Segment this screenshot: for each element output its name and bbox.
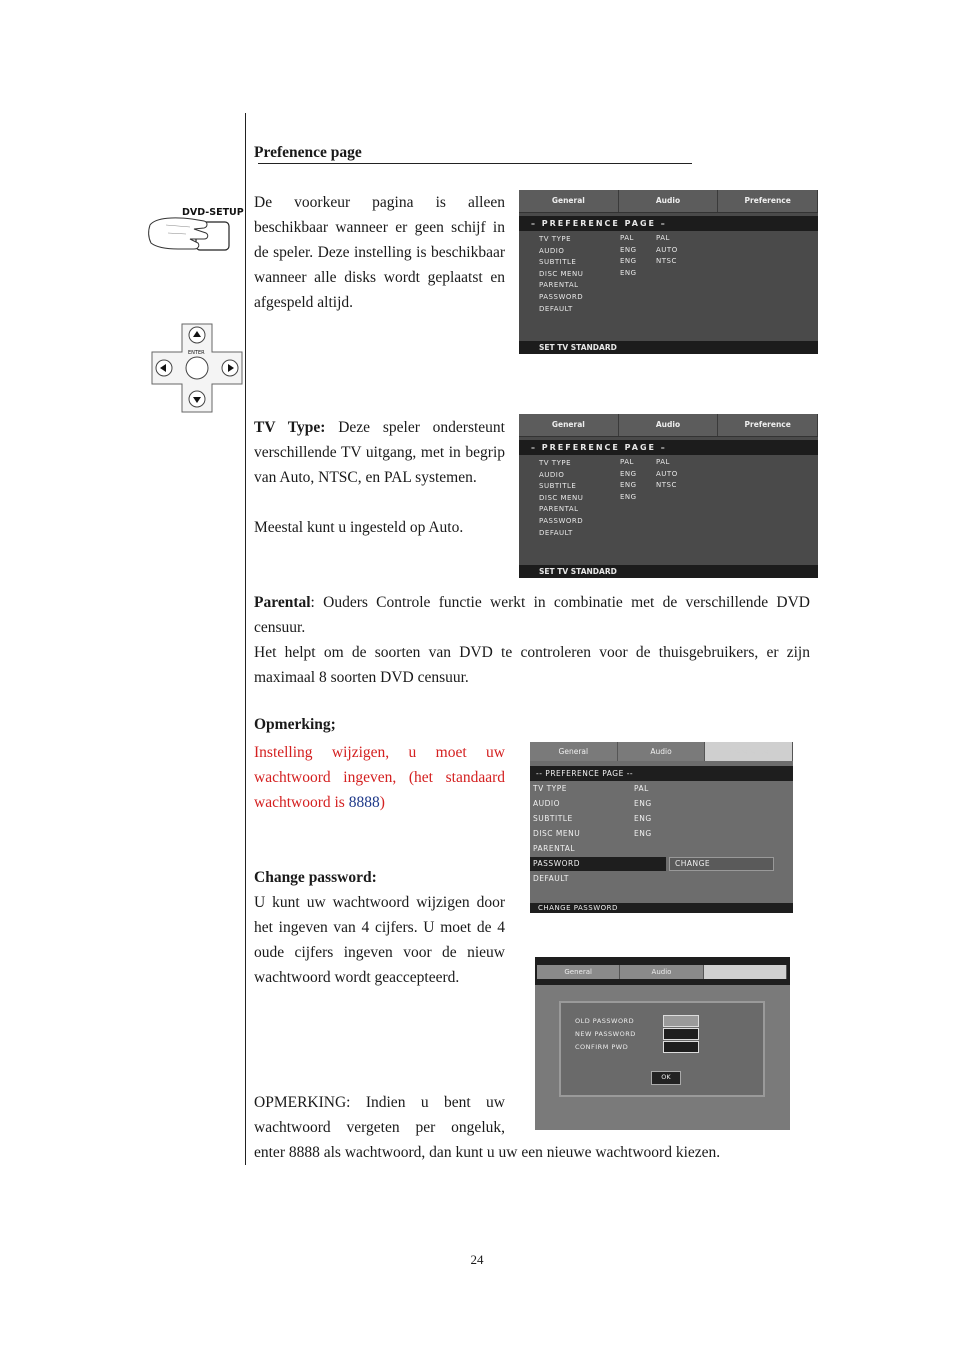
menu-item: PASSWORD bbox=[539, 293, 584, 301]
menu-value: ENG bbox=[620, 481, 637, 490]
new-password-label: NEW PASSWORD bbox=[575, 1030, 636, 1038]
change-password-paragraph: U kunt uw wachtwoord wijzigen door het ingeven van 4 cijfers. U moet de 4 oude cijfers ingeven voor de nieuw wachtwoord wordt geaccepteerd. bbox=[254, 894, 505, 986]
menu-item: TV TYPE bbox=[539, 235, 571, 243]
parental-paragraph bbox=[254, 590, 810, 640]
menu-value: PAL bbox=[634, 784, 649, 793]
final-note-line-2: wachtwoord vergeten per ongeluk, bbox=[254, 1119, 505, 1136]
menu-item: PASSWORD bbox=[539, 517, 584, 525]
menu-item: AUDIO bbox=[539, 470, 565, 479]
tab-audio: Audio bbox=[619, 414, 719, 436]
tab-audio: Audio bbox=[620, 965, 703, 979]
menu-item: AUDIO bbox=[533, 799, 561, 808]
menu-header-bar: -- PREFERENCE PAGE -- bbox=[530, 766, 793, 781]
new-password-field bbox=[663, 1028, 699, 1040]
menu-option: NTSC bbox=[656, 481, 677, 490]
tab-preference: Preference bbox=[718, 414, 818, 436]
tab-audio: Audio bbox=[618, 742, 706, 761]
menu-option: PAL bbox=[656, 234, 670, 242]
tab-preference: Preference bbox=[718, 190, 818, 212]
tab-audio: Audio bbox=[619, 190, 719, 212]
menu-item: DEFAULT bbox=[539, 528, 573, 537]
menu-item: SUBTITLE bbox=[539, 258, 577, 267]
page-number: 24 bbox=[470, 1252, 484, 1267]
menu-item: DISC MENU bbox=[539, 493, 584, 502]
tab-preference: Preference bbox=[705, 742, 793, 761]
ok-button: OK bbox=[651, 1071, 681, 1085]
password-dialog-screenshot bbox=[535, 957, 790, 1130]
tvtype-label: TV Type: bbox=[254, 419, 326, 436]
menu-header-bar: – PREFERENCE PAGE – bbox=[519, 216, 818, 231]
tab-general: General bbox=[530, 742, 618, 761]
intro-paragraph: De voorkeur pagina is alleen beschikbaar wanneer er geen schijf in de speler. Deze instelling is beschikbaar wanneer alle disks wordt geplaatst en afgespeld altijd. bbox=[254, 194, 505, 311]
change-password-heading: Change password: bbox=[254, 869, 377, 886]
menu-header-bar: – PREFERENCE PAGE – bbox=[519, 440, 818, 455]
tab-general: General bbox=[519, 190, 619, 212]
menu-value: ENG bbox=[634, 814, 652, 823]
menu-footer: CHANGE PASSWORD bbox=[530, 903, 793, 913]
parental-label: Parental bbox=[254, 594, 311, 611]
menu-value: ENG bbox=[634, 829, 652, 838]
note-heading: Opmerking; bbox=[254, 716, 336, 733]
menu-item: TV TYPE bbox=[539, 459, 571, 467]
menu-value: ENG bbox=[620, 268, 637, 277]
title-underline bbox=[258, 163, 692, 164]
menu-item: DEFAULT bbox=[539, 304, 573, 313]
margin-rule bbox=[245, 113, 246, 1165]
menu-value: PAL bbox=[620, 458, 634, 466]
menu-item: PARENTAL bbox=[539, 281, 579, 290]
final-note-line-3: enter 8888 als wachtwoord, dan kunt u uw een nieuwe wachtwoord kiezen. bbox=[254, 1144, 721, 1161]
confirm-password-field bbox=[663, 1041, 699, 1053]
menu-value: ENG bbox=[620, 492, 637, 501]
menu-value: ENG bbox=[620, 245, 637, 254]
menu-footer: SET TV STANDARD bbox=[519, 341, 818, 354]
directional-pad-icon bbox=[148, 322, 246, 414]
menu-item: TV TYPE bbox=[533, 784, 568, 793]
old-password-field bbox=[663, 1015, 699, 1027]
final-note-line-1: OPMERKING: Indien u bent uw bbox=[254, 1094, 505, 1111]
menu-option: PAL bbox=[656, 458, 670, 466]
dvd-setup-button-icon bbox=[146, 203, 244, 259]
menu-value: PAL bbox=[620, 234, 634, 242]
menu-option: NTSC bbox=[656, 257, 677, 266]
preference-menu-screenshot-2 bbox=[519, 414, 818, 578]
tvtype-text: Deze speler ondersteunt verschillende TV uitgang, met in begrip van Auto, NTSC, en PAL systemen. bbox=[254, 419, 505, 486]
parental-text: : Ouders Controle functie werkt in combinatie met de verschillende DVD censuur. bbox=[254, 594, 810, 636]
menu-item: DISC MENU bbox=[539, 269, 584, 278]
menu-value: ENG bbox=[634, 799, 652, 808]
parental-paragraph-2: Het helpt om de soorten van DVD te controleren voor de thuisgebruikers, er zijn maximaal 8 soorten DVD censuur. bbox=[254, 644, 810, 686]
enter-label: ENTER bbox=[188, 350, 205, 356]
tab-preference: Preference bbox=[704, 965, 787, 979]
menu-item: DEFAULT bbox=[533, 874, 569, 883]
dvd-setup-label: DVD-SETUP bbox=[182, 207, 244, 218]
menu-value: ENG bbox=[620, 257, 637, 266]
change-label: CHANGE bbox=[675, 859, 711, 868]
menu-item: PARENTAL bbox=[539, 505, 579, 514]
tvtype-paragraph bbox=[254, 415, 505, 490]
menu-item: DISC MENU bbox=[533, 829, 581, 838]
old-password-label: OLD PASSWORD bbox=[575, 1017, 635, 1025]
tab-general: General bbox=[537, 965, 620, 979]
note-paragraph bbox=[254, 740, 505, 815]
menu-footer: SET TV STANDARD bbox=[519, 565, 818, 578]
menu-item: AUDIO bbox=[539, 246, 565, 255]
menu-option: AUTO bbox=[656, 245, 678, 254]
menu-value: ENG bbox=[620, 469, 637, 478]
preference-menu-screenshot-1 bbox=[519, 190, 818, 354]
note-text: Instelling wijzigen, u moet uw wachtwoord ingeven, (het standaard wachtwoord is bbox=[254, 744, 505, 811]
note-close: ) bbox=[379, 794, 385, 811]
menu-item: SUBTITLE bbox=[533, 814, 573, 823]
menu-item: PASSWORD bbox=[533, 859, 581, 868]
menu-option: AUTO bbox=[656, 469, 678, 478]
menu-item: SUBTITLE bbox=[539, 482, 577, 491]
section-title: Prefenence page bbox=[254, 144, 362, 161]
password-menu-screenshot bbox=[530, 742, 793, 913]
confirm-password-label: CONFIRM PWD bbox=[575, 1043, 629, 1051]
tvtype-hint: Meestal kunt u ingesteld op Auto. bbox=[254, 519, 464, 536]
tab-general: General bbox=[519, 414, 619, 436]
menu-item: PARENTAL bbox=[533, 844, 576, 853]
default-code: 8888 bbox=[348, 794, 380, 811]
